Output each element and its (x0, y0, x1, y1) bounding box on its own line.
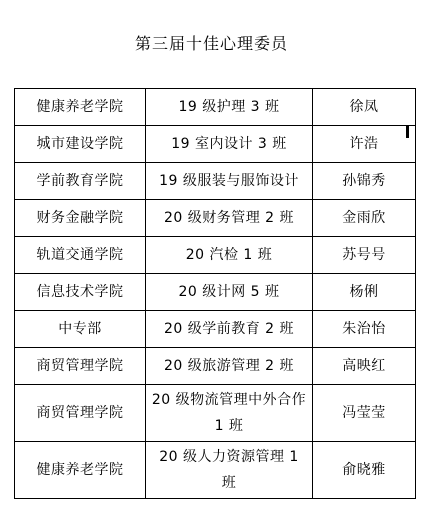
committee-members-table (14, 88, 416, 499)
member-name-cell: 苏号号 (313, 237, 416, 274)
member-name-cell: 俞晓雅 (313, 442, 416, 499)
college-cell: 健康养老学院 (15, 89, 146, 126)
class-cell: 19 级服装与服饰设计 (146, 163, 313, 200)
document-title: 第三届十佳心理委员 (134, 34, 288, 53)
member-name-cell: 金雨欣 (313, 200, 416, 237)
class-cell: 19 级护理 3 班 (146, 89, 313, 126)
college-cell: 信息技术学院 (15, 274, 146, 311)
table-row (15, 442, 416, 499)
member-name-cell: 冯莹莹 (313, 385, 416, 442)
college-cell: 中专部 (15, 311, 146, 348)
table-row (15, 274, 416, 311)
table-row (15, 311, 416, 348)
table-row (15, 126, 416, 163)
class-cell: 20 级物流管理中外合作 1 班 (146, 385, 313, 442)
member-name-cell: 朱治怡 (313, 311, 416, 348)
class-cell: 20 级人力资源管理 1 班 (146, 442, 313, 499)
class-cell: 20 汽检 1 班 (146, 237, 313, 274)
class-cell: 20 级财务管理 2 班 (146, 200, 313, 237)
table-row (15, 385, 416, 442)
table-row (15, 163, 416, 200)
class-cell: 19 室内设计 3 班 (146, 126, 313, 163)
class-cell: 20 级旅游管理 2 班 (146, 348, 313, 385)
college-cell: 商贸管理学院 (15, 348, 146, 385)
member-name-cell: 杨俐 (313, 274, 416, 311)
college-cell: 财务金融学院 (15, 200, 146, 237)
table-row (15, 348, 416, 385)
member-name-cell: 高映红 (313, 348, 416, 385)
table-row (15, 89, 416, 126)
class-cell: 20 级学前教育 2 班 (146, 311, 313, 348)
member-name-cell: 孙锦秀 (313, 163, 416, 200)
member-name-cell: 许浩 (313, 126, 416, 163)
college-cell: 学前教育学院 (15, 163, 146, 200)
table-row (15, 200, 416, 237)
college-cell: 轨道交通学院 (15, 237, 146, 274)
college-cell: 城市建设学院 (15, 126, 146, 163)
table-row (15, 237, 416, 274)
table-edge-marker (406, 126, 409, 138)
class-cell: 20 级计网 5 班 (146, 274, 313, 311)
member-name-cell: 徐凤 (313, 89, 416, 126)
college-cell: 健康养老学院 (15, 442, 146, 499)
college-cell: 商贸管理学院 (15, 385, 146, 442)
